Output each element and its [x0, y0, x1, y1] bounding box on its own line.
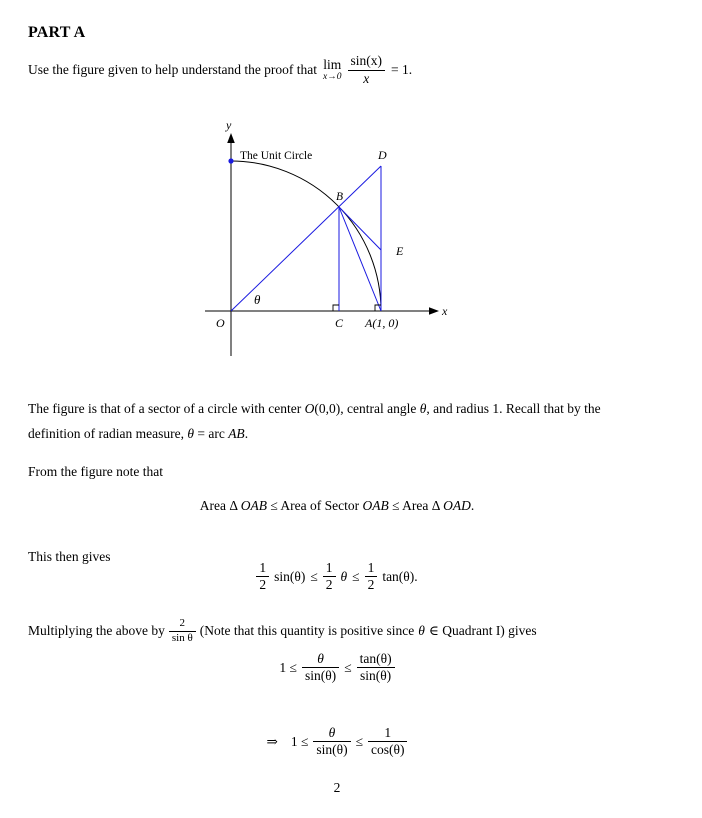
this-then-gives: This then gives	[28, 549, 111, 564]
frac-den: sin θ	[169, 631, 196, 646]
fraction-numerator: sin(x)	[350, 53, 383, 69]
x-axis-label: x	[442, 304, 448, 318]
half-inequality-equation	[0, 560, 674, 593]
page-number: 2	[333, 780, 341, 795]
arc-start-dot	[228, 158, 233, 163]
frac-den: 2	[256, 576, 269, 593]
eq1-seg: ≤ Area of Sector	[266, 498, 363, 513]
frac-num: 1	[259, 560, 267, 575]
para1-var-theta2: θ	[187, 426, 194, 441]
leq-sign: ≤	[352, 568, 360, 584]
frac-num: 1	[325, 560, 333, 575]
para4-note-end: ∈ Quadrant I) gives	[428, 623, 537, 638]
final-result-equation	[0, 725, 674, 758]
para1-seg: , and radius 1. Recall that by the	[426, 401, 601, 416]
tan-theta-term: tan(θ).	[382, 568, 418, 584]
frac-num: 2	[179, 616, 186, 629]
leq-sign: ≤	[344, 659, 352, 675]
eq1-OAD: OAD	[443, 498, 471, 513]
one-half-fraction	[365, 560, 378, 593]
frac-num: tan(θ)	[359, 651, 392, 666]
part-heading: PART A	[28, 24, 86, 41]
multiplying-paragraph	[28, 612, 537, 650]
frac-num: θ	[328, 725, 336, 740]
para1-seg: The figure is that of a sector of a circle with center	[28, 401, 305, 416]
one-half-fraction	[256, 560, 269, 593]
segment-BE	[339, 207, 381, 250]
intro-text: Use the figure given to help understand the proof that	[28, 62, 318, 77]
para1-seg: .	[244, 426, 249, 441]
label-point-A: A(1, 0)	[365, 316, 399, 330]
first-result-equation	[0, 651, 674, 684]
right-angle-marker-C	[333, 305, 339, 311]
figure-description-paragraph	[28, 396, 683, 446]
theta-over-sin-fraction	[313, 725, 350, 758]
frac-den: sin(θ)	[313, 741, 350, 758]
frac-num: θ	[317, 651, 324, 666]
eq1-seg: ≤ Area Δ	[388, 498, 444, 513]
frac-den: sin(θ)	[357, 667, 395, 684]
limit-subscript: x→0	[323, 71, 342, 82]
frac-num: 1	[367, 560, 375, 575]
label-point-D: D	[378, 148, 387, 162]
two-over-sin-fraction	[169, 617, 196, 646]
para4-text: Multiplying the above by	[28, 623, 165, 638]
para4-note: (Note that this quantity is positive since	[199, 623, 415, 638]
para1-var-O: O	[304, 401, 315, 416]
theta-term: θ	[340, 568, 348, 584]
unit-circle-diagram	[200, 113, 460, 365]
one-over-cos-fraction	[368, 725, 407, 758]
para4-theta: θ	[418, 623, 425, 638]
sin-theta-term: sin(θ)	[274, 568, 306, 584]
fraction-denominator: x	[348, 70, 386, 87]
unit-circle-arc	[231, 161, 381, 311]
label-point-E: E	[396, 244, 404, 258]
eq1-seg: Area Δ	[199, 498, 241, 513]
eq1-OAB: OAB	[240, 498, 267, 513]
area-inequality	[0, 498, 674, 514]
intro-paragraph	[28, 52, 412, 88]
frac-den: sin(θ)	[302, 667, 339, 684]
para1-seg: = arc	[193, 426, 229, 441]
tan-over-sin-fraction	[357, 651, 395, 684]
frac-den: cos(θ)	[368, 741, 407, 758]
para1-var-AB: AB	[228, 426, 245, 441]
frac-den: 2	[323, 576, 336, 593]
one-half-fraction	[323, 560, 336, 593]
label-origin-O: O	[216, 316, 225, 330]
one-leq: 1 ≤	[290, 733, 309, 749]
x-axis-arrow	[429, 307, 439, 315]
segment-OD	[231, 166, 381, 311]
frac-num: 1	[384, 725, 392, 740]
label-theta: θ	[254, 292, 261, 307]
segment-BA	[339, 207, 381, 311]
para1-seg: definition of radian measure,	[28, 426, 188, 441]
figure-title: The Unit Circle	[240, 150, 313, 162]
label-point-C: C	[335, 316, 344, 330]
one-leq: 1 ≤	[279, 659, 297, 675]
eq1-OAB2: OAB	[362, 498, 389, 513]
leq-sign: ≤	[355, 733, 364, 749]
limit-notation	[323, 58, 341, 83]
eq1-seg: .	[470, 498, 475, 513]
para1-seg: (0,0), central angle	[314, 401, 420, 416]
limit-word: lim	[323, 56, 342, 72]
theta-over-sin-fraction	[302, 651, 339, 684]
y-axis-arrow	[227, 133, 235, 143]
intro-equals-one: = 1.	[391, 62, 413, 77]
leq-sign: ≤	[310, 568, 318, 584]
para1-var-theta: θ	[419, 401, 427, 416]
frac-den: 2	[365, 576, 378, 593]
sinx-over-x-fraction	[348, 53, 386, 86]
label-point-B: B	[336, 191, 344, 203]
implies-arrow: ⇒	[266, 733, 278, 749]
note-lead-in: From the figure note that	[28, 464, 163, 479]
y-axis-label: y	[226, 118, 232, 132]
